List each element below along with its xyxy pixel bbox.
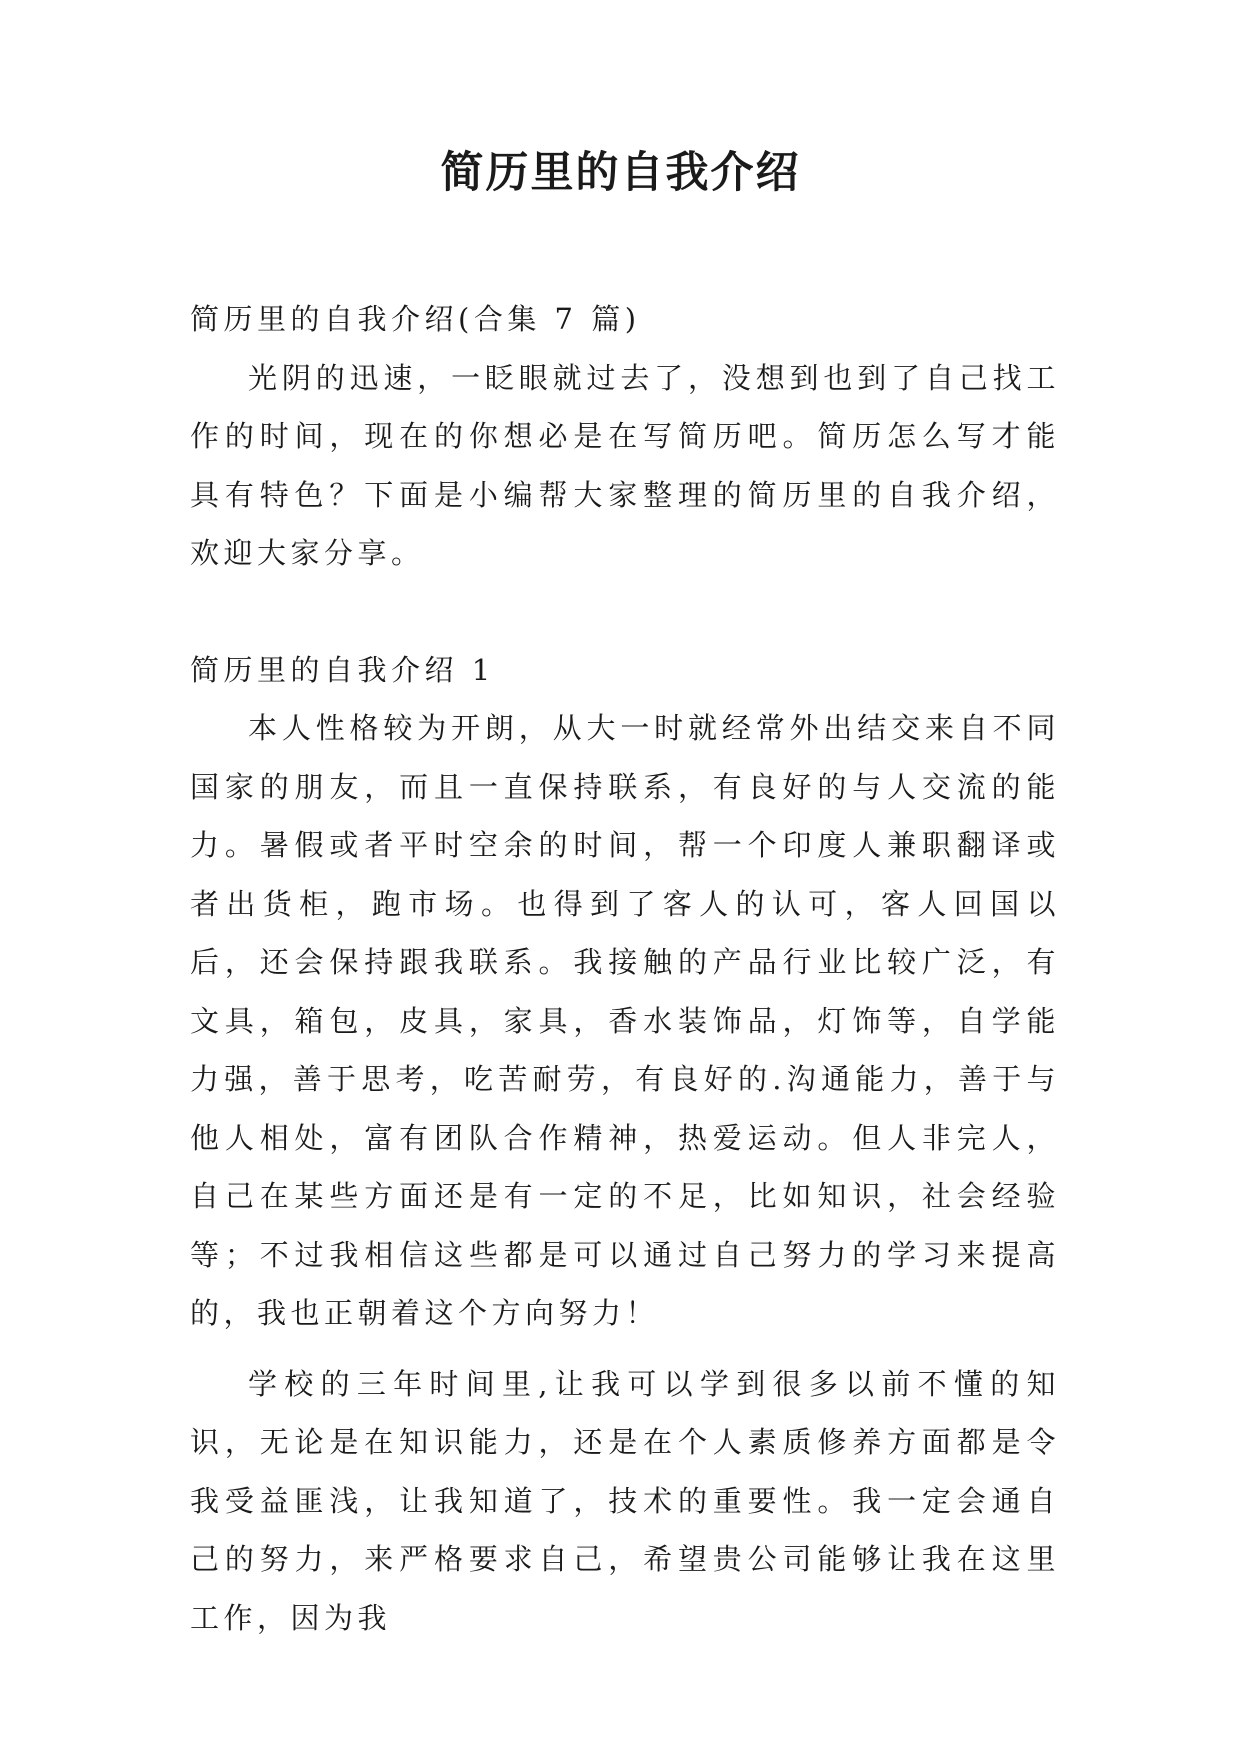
document-body bbox=[190, 290, 1060, 1647]
section-heading: 简历里的自我介绍 1 bbox=[190, 652, 495, 687]
document-title: 简历里的自我介绍 bbox=[440, 148, 801, 198]
intro-paragraph: 光阴的迅速，一眨眼就过去了，没想到也到了自己找工作的时间，现在的你想必是在写简历吧。简历怎么写才能具有特色？下面是小编帮大家整理的简历里的自我介绍，欢迎大家分享。 bbox=[190, 360, 1060, 570]
section-paragraph: 学校的三年时间里,让我可以学到很多以前不懂的知识，无论是在知识能力，还是在个人素质修养方面都是令我受益匪浅，让我知道了，技术的重要性。我一定会通自己的努力，来严格要求自己，希望贵公司能够让我在这里工作，因为我 bbox=[190, 1366, 1060, 1635]
document-subtitle: 简历里的自我介绍(合集 7 篇) bbox=[190, 302, 641, 336]
section-paragraph: 本人性格较为开朗，从大一时就经常外出结交来自不同国家的朋友，而且一直保持联系，有良好的与人交流的能力。暑假或者平时空余的时间，帮一个印度人兼职翻译或者出货柜，跑市场。也得到了客人的认可，客人回国以后，还会保持跟我联系。我接触的产品行业比较广泛，有文具，箱包，皮具，家具，香水装饰品，灯饰等，自学能力强，善于思考，吃苦耐劳，有良好的.沟通能力，善于与他人相处，富有团队合作精神，热爱运动。但人非完人，自己在某些方面还是有一定的不足，比如知识，社会经验等；不过我相信这些都是可以通过自己努力的学习来提高的，我也正朝着这个方向努力！ bbox=[190, 711, 1060, 1330]
